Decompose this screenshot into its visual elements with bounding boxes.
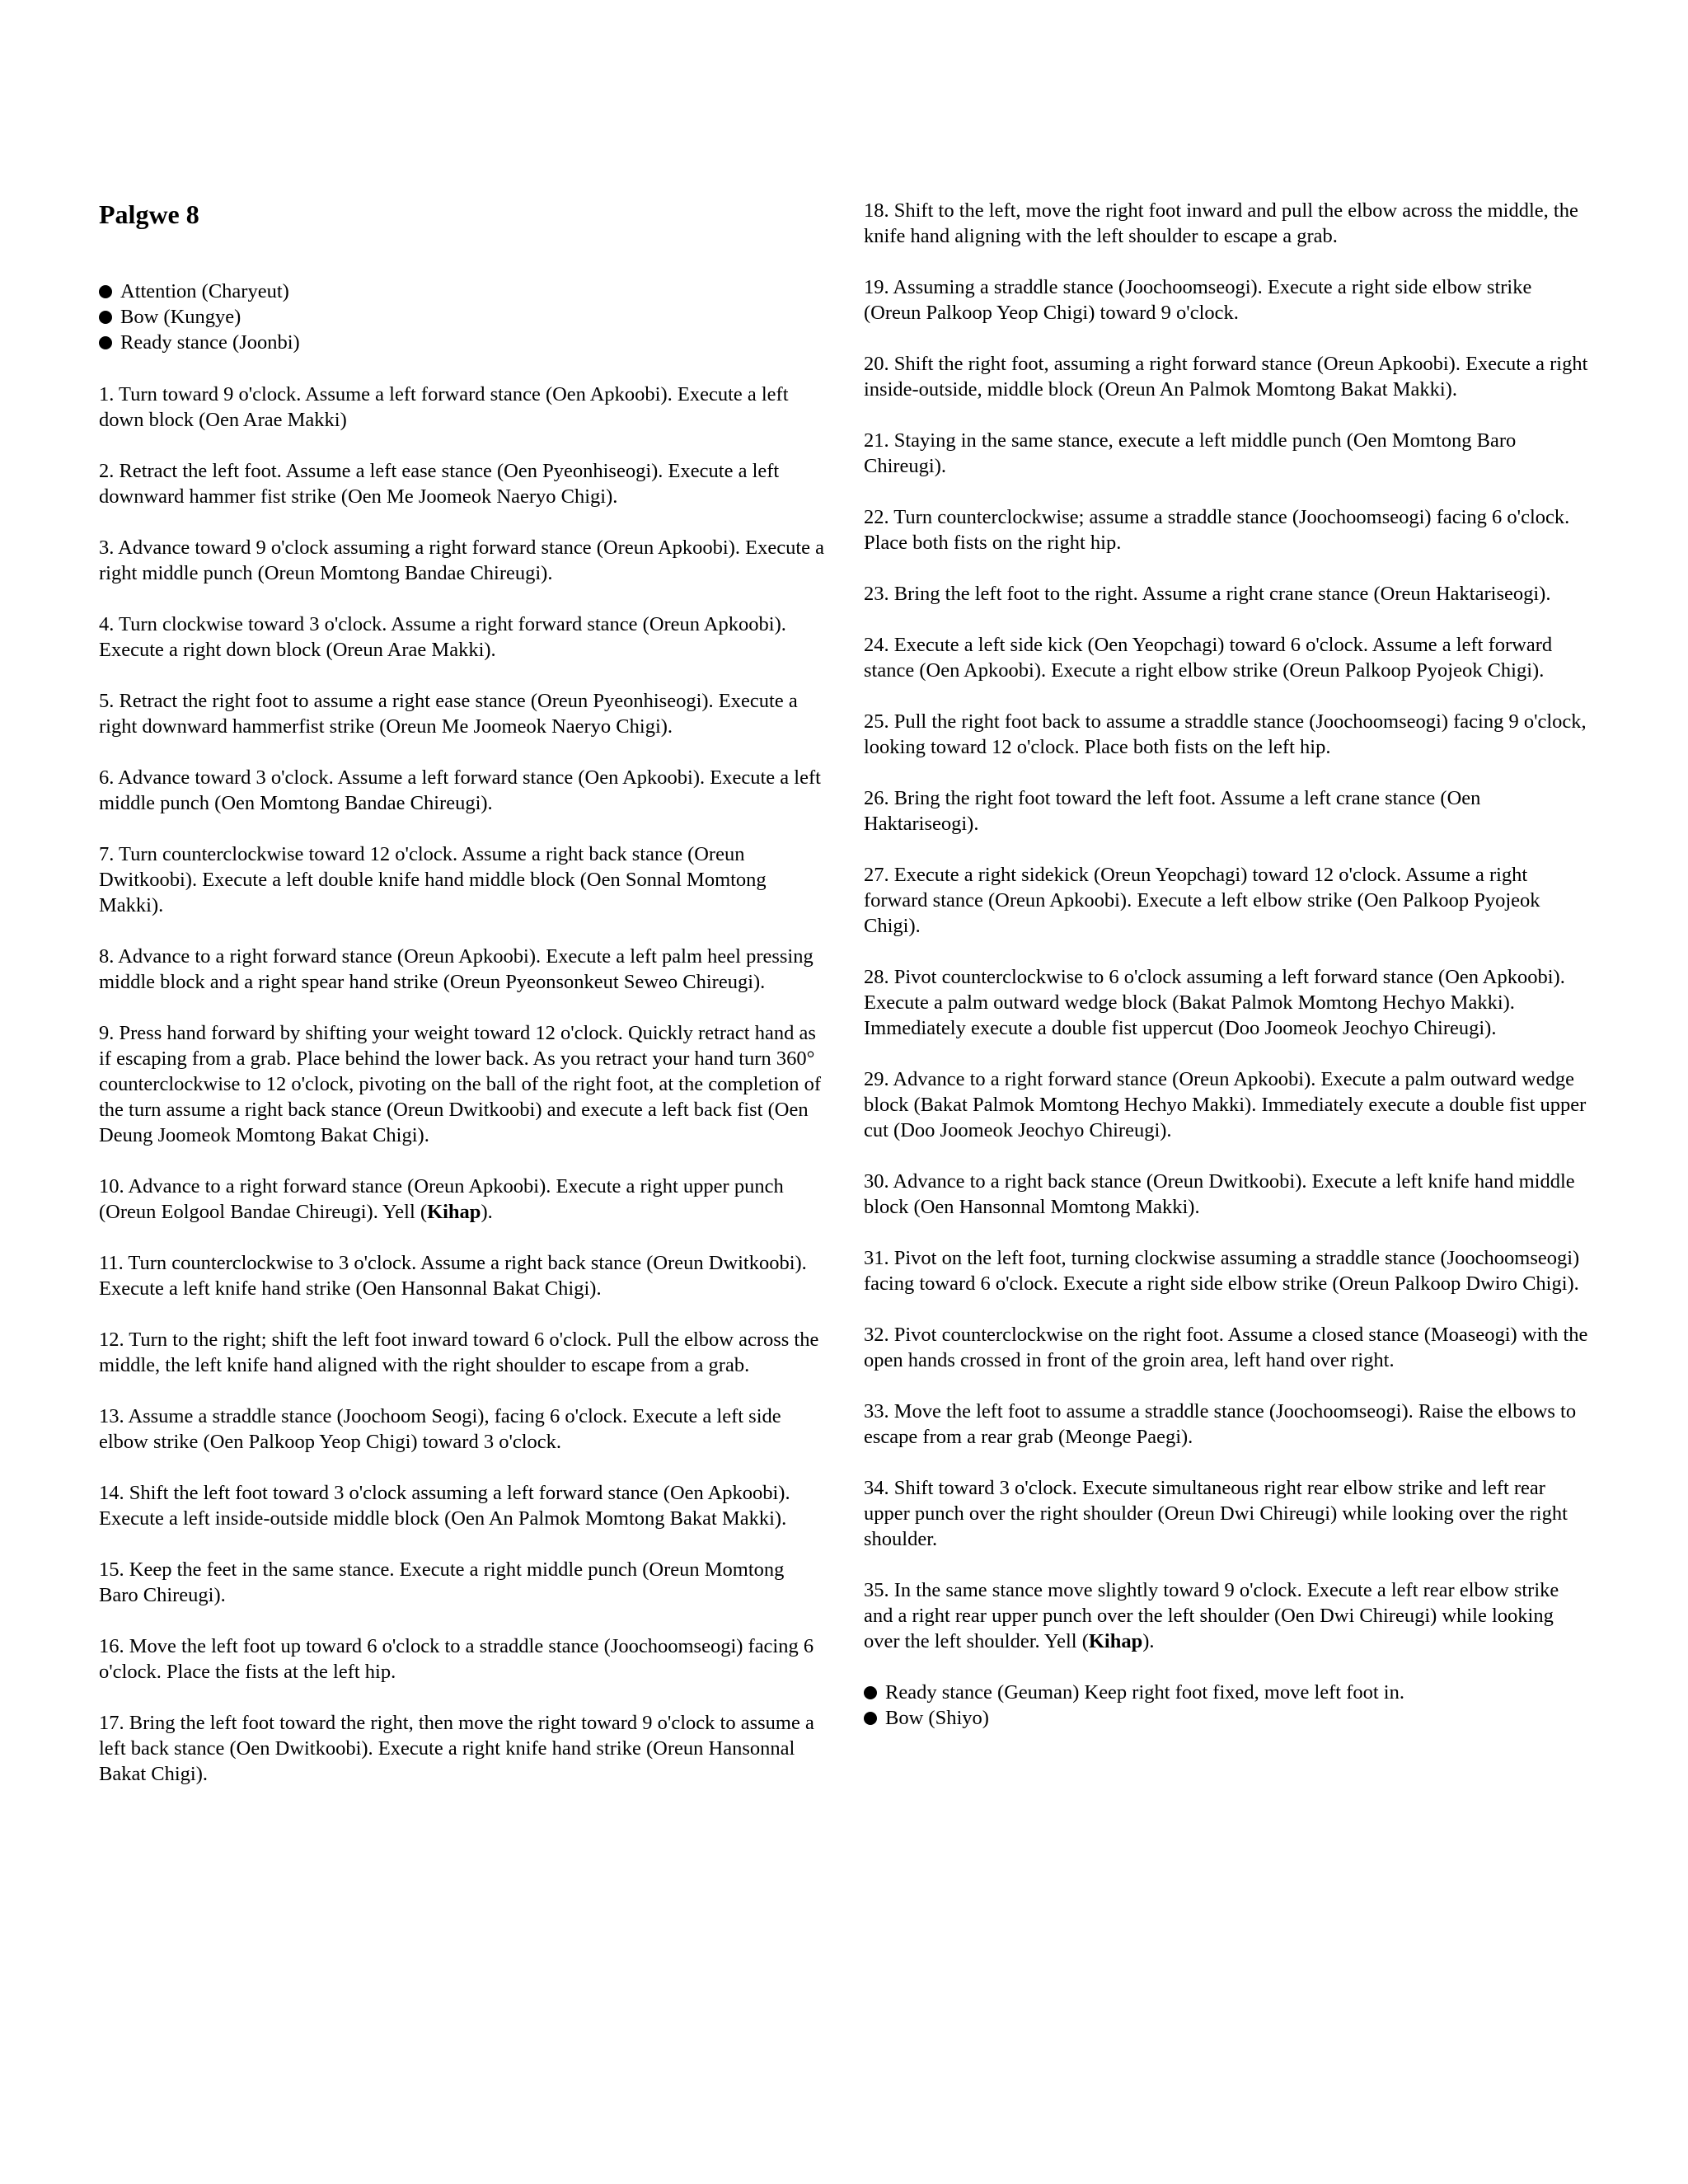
step-8: 8. Advance to a right forward stance (Oreun Apkoobi). Execute a left palm heel pressing middle block and a right spear hand strike (Oreun Pyeonsonkeut Seweo Chireugi). (99, 945, 814, 993)
step-24: 24. Execute a left side kick (Oen Yeopchagi) toward 6 o'clock. Assume a left forward stance (Oen Apkoobi). Execute a right elbow strike (Oreun Palkoop Pyojeok Chigi). (864, 634, 1553, 682)
step-28: 28. Pivot counterclockwise to 6 o'clock assuming a left forward stance (Oen Apkoobi). Execute a palm outward wedge block (Bakat Palmok Momtong Hechyo Makki). Immediately execute a double fist uppercut (Doo Joomeok Jeochyo Chireugi). (864, 966, 1565, 1039)
step-14: 14. Shift the left foot toward 3 o'clock assuming a left forward stance (Oen Apkoobi). Execute a left inside-outside middle block (Oen An Palmok Momtong Bakat Makki). (99, 1482, 790, 1530)
step-21: 21. Staying in the same stance, execute a left middle punch (Oen Momtong Baro Chireugi). (864, 429, 1517, 477)
step-2: 2. Retract the left foot. Assume a left ease stance (Oen Pyeonhiseogi). Execute a left downward hammer fist strike (Oen Me Joomeok Naeryo Chigi). (99, 460, 780, 508)
step-25: 25. Pull the right foot back to assume a straddle stance (Joochoomseogi) facing 9 o'clock, looking toward 12 o'clock. Place both fists on the left hip. (864, 710, 1587, 758)
step-26: 26. Bring the right foot toward the left foot. Assume a left crane stance (Oen Haktariseogi). (864, 787, 1481, 835)
bullet-text: Attention (Charyeut) (120, 280, 289, 302)
step-9: 9. Press hand forward by shifting your weight toward 12 o'clock. Quickly retract hand as if escaping from a grab. Place behind the lower back. As you retract your hand turn 360° counterclockwise to 12 o'clock, pivoting on the ball of the right foot, at the completion of the turn assume a right back stance (Oreun Dwitkoobi) and execute a left back fist (Oen Deung Joomeok Momtong Bakat Chigi). (99, 1022, 821, 1146)
bullet-text: Ready stance (Geuman) Keep right foot fixed, move left foot in. (885, 1681, 1404, 1704)
bullet-icon (99, 311, 112, 324)
step-31: 31. Pivot on the left foot, turning clockwise assuming a straddle stance (Joochoomseogi) facing toward 6 o'clock. Execute a right side elbow strike (Oreun Palkoop Dwiro Chigi). (864, 1247, 1580, 1295)
step-3: 3. Advance toward 9 o'clock assuming a right forward stance (Oreun Apkoobi). Execute a right middle punch (Oreun Momtong Bandae Chireugi). (99, 537, 825, 584)
bullet-item (99, 304, 824, 330)
step-5: 5. Retract the right foot to assume a right ease stance (Oreun Pyeonhiseogi). Execute a right downward hammerfist strike (Oreun Me Joomeok Naeryo Chigi). (99, 690, 798, 738)
bullet-icon (864, 1712, 877, 1725)
bullet-item (864, 1705, 1589, 1731)
step-33: 33. Move the left foot to assume a straddle stance (Joochoomseogi). Raise the elbows to escape from a rear grab (Meonge Paegi). (864, 1400, 1577, 1448)
step-29: 29. Advance to a right forward stance (Oreun Apkoobi). Execute a palm outward wedge block (Bakat Palmok Momtong Hechyo Makki). Immediately execute a double fist upper cut (Doo Joomeok Jeochyo Chireugi). (864, 1068, 1587, 1141)
bullet-text: Bow (Shiyo) (885, 1707, 989, 1729)
step-11: 11. Turn counterclockwise to 3 o'clock. Assume a right back stance (Oreun Dwitkoobi). Execute a left knife hand strike (Oen Hansonnal Bakat Chigi). (99, 1252, 807, 1300)
kihap-emphasis: Kihap (427, 1201, 481, 1223)
bullet-item (99, 279, 824, 304)
step-4: 4. Turn clockwise toward 3 o'clock. Assume a right forward stance (Oreun Apkoobi). Execute a right down block (Oreun Arae Makki). (99, 613, 786, 661)
step-16: 16. Move the left foot up toward 6 o'clock to a straddle stance (Joochoomseogi) facing 6 o'clock. Place the fists at the left hip. (99, 1635, 814, 1683)
bullet-item (864, 1680, 1589, 1705)
step-23: 23. Bring the left foot to the right. Assume a right crane stance (Oreun Haktariseogi). (864, 583, 1551, 605)
step-19: 19. Assuming a straddle stance (Joochoomseogi). Execute a right side elbow strike (Oreun Palkoop Yeop Chigi) toward 9 o'clock. (864, 276, 1532, 324)
closing-bullet-list (864, 1680, 1589, 1731)
bullet-icon (99, 285, 112, 298)
step-20: 20. Shift the right foot, assuming a right forward stance (Oreun Apkoobi). Execute a right inside-outside, middle block (Oreun An Palmok Momtong Bakat Makki). (864, 353, 1588, 401)
left-column (99, 196, 824, 1812)
step-7: 7. Turn counterclockwise toward 12 o'clock. Assume a right back stance (Oreun Dwitkoobi). Execute a left double knife hand middle block (Oen Sonnal Momtong Makki). (99, 843, 767, 916)
step-1: 1. Turn toward 9 o'clock. Assume a left forward stance (Oen Apkoobi). Execute a left down block (Oen Arae Makki) (99, 383, 789, 431)
step-13: 13. Assume a straddle stance (Joochoom Seogi), facing 6 o'clock. Execute a left side elbow strike (Oen Palkoop Yeop Chigi) toward 3 o'clock. (99, 1405, 781, 1453)
bullet-text: Ready stance (Joonbi) (120, 331, 300, 354)
step-12: 12. Turn to the right; shift the left foot inward toward 6 o'clock. Pull the elbow across the middle, the left knife hand aligned with the right shoulder to escape from a grab. (99, 1329, 819, 1376)
kihap-emphasis: Kihap (1088, 1630, 1143, 1652)
right-column (864, 196, 1589, 1757)
step-22: 22. Turn counterclockwise; assume a straddle stance (Joochoomseogi) facing 6 o'clock. Place both fists on the right hip. (864, 506, 1570, 554)
step-27: 27. Execute a right sidekick (Oreun Yeopchagi) toward 12 o'clock. Assume a right forward stance (Oreun Apkoobi). Execute a left elbow strike (Oen Palkoop Pyojeok Chigi). (864, 864, 1540, 937)
step-35 (864, 1577, 1589, 1654)
step-10 (99, 1174, 824, 1225)
step-15: 15. Keep the feet in the same stance. Execute a right middle punch (Oreun Momtong Baro Chireugi). (99, 1558, 785, 1606)
bullet-icon (864, 1686, 877, 1699)
step-17: 17. Bring the left foot toward the right, then move the right toward 9 o'clock to assume a left back stance (Oen Dwitkoobi). Execute a right knife hand strike (Oreun Hansonnal Bakat Chigi). (99, 1712, 814, 1785)
step-32: 32. Pivot counterclockwise on the right foot. Assume a closed stance (Moaseogi) with the open hands crossed in front of the groin area, left hand over right. (864, 1324, 1588, 1371)
step-10-text-end: ). (481, 1201, 493, 1223)
step-18: 18. Shift to the left, move the right foot inward and pull the elbow across the middle, the knife hand aligning with the left shoulder to escape a grab. (864, 199, 1578, 247)
step-10-text: 10. Advance to a right forward stance (Oreun Apkoobi). Execute a right upper punch (Oreun Eolgool Bandae Chireugi). Yell ( (99, 1175, 784, 1223)
bullet-icon (99, 336, 112, 349)
bullet-item (99, 330, 824, 355)
bullet-text: Bow (Kungye) (120, 306, 241, 328)
page-title: Palgwe 8 (99, 199, 199, 229)
step-6: 6. Advance toward 3 o'clock. Assume a left forward stance (Oen Apkoobi). Execute a left middle punch (Oen Momtong Bandae Chireugi). (99, 766, 821, 814)
intro-bullet-list (99, 279, 824, 355)
step-35-text: 35. In the same stance move slightly toward 9 o'clock. Execute a left rear elbow strike and a right rear upper punch over the left shoulder (Oen Dwi Chireugi) while looking over the left shoulder. Yell ( (864, 1579, 1559, 1652)
step-35-text-end: ). (1142, 1630, 1155, 1652)
step-30: 30. Advance to a right back stance (Oreun Dwitkoobi). Execute a left knife hand middle block (Oen Hansonnal Momtong Makki). (864, 1170, 1575, 1218)
step-34: 34. Shift toward 3 o'clock. Execute simultaneous right rear elbow strike and left rear upper punch over the right shoulder (Oreun Dwi Chireugi) while looking over the right shoulder. (864, 1477, 1568, 1550)
